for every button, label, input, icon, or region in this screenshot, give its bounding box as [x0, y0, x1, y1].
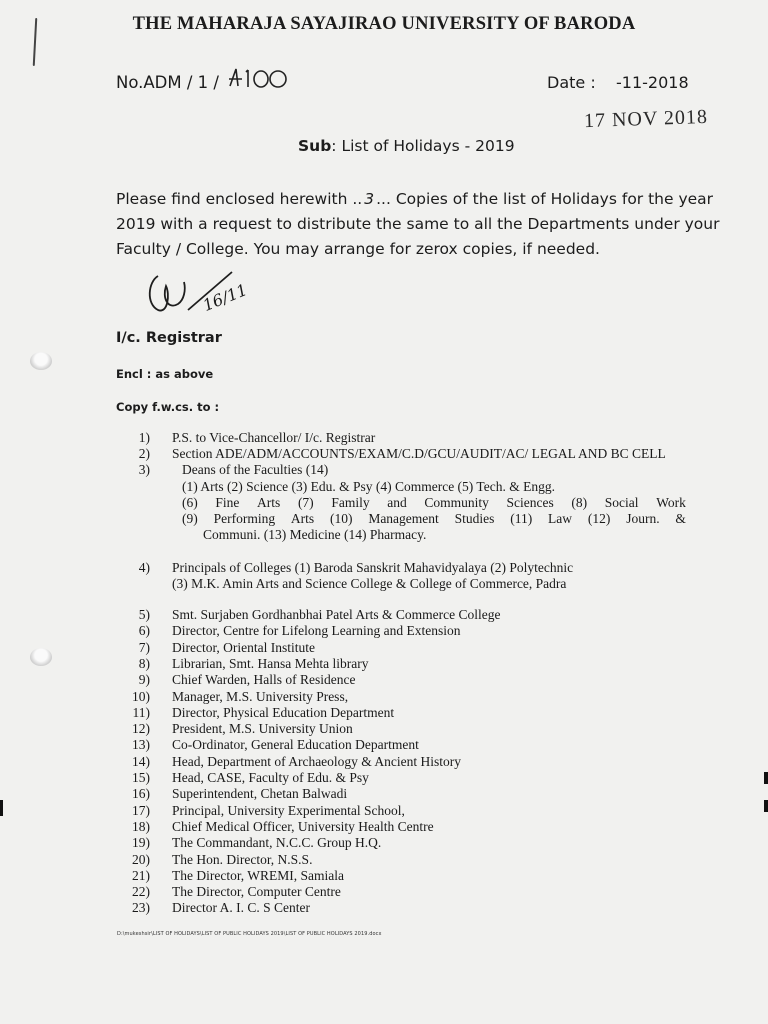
list-number: 22): [132, 884, 150, 899]
list-item-continued: (3) M.K. Amin Arts and Science College & College of Commerce, Padra: [172, 576, 567, 591]
list-number: 19): [132, 835, 150, 850]
list-item: The Hon. Director, N.S.S.: [172, 852, 313, 867]
list-item: The Commandant, N.C.C. Group H.Q.: [172, 835, 382, 850]
received-date-stamp: 17 NOV 2018: [583, 105, 709, 133]
list-number: 15): [132, 770, 150, 785]
subject-label: Sub: [298, 137, 332, 155]
body-line-1-end: ... Copies of the list of Holidays for the year: [376, 190, 714, 208]
word: (8): [571, 495, 588, 510]
word: (6): [182, 495, 198, 510]
scan-edge-mark-right-2: [764, 800, 768, 812]
body-line-1: [116, 187, 714, 212]
subject-text: : List of Holidays - 2019: [331, 137, 515, 155]
body-line-1-start: Please find enclosed herewith ..: [116, 190, 363, 208]
word: Fine: [215, 495, 240, 510]
list-item: Director, Centre for Lifelong Learning and Extension: [172, 623, 461, 638]
list-item: Director A. I. C. S Center: [172, 900, 310, 915]
deans-faculties-line: (1) Arts (2) Science (3) Edu. & Psy (4) Commerce (5) Tech. & Engg.: [182, 479, 555, 494]
list-item: Manager, M.S. University Press,: [172, 689, 349, 704]
word: Journ.: [626, 511, 660, 526]
list-number: 16): [132, 786, 150, 801]
reference-number-label: No.ADM / 1 /: [116, 73, 219, 92]
list-number: 7): [138, 640, 150, 655]
list-item: Principal, University Experimental School,: [172, 803, 405, 818]
list-number: 1): [138, 430, 150, 445]
list-number: 9): [138, 672, 150, 687]
list-item: Co-Ordinator, General Education Department: [172, 737, 419, 752]
subject-line: [298, 137, 515, 155]
word: Social: [604, 495, 639, 510]
list-item: Section ADE/ADM/ACCOUNTS/EXAM/C.D/GCU/AUDIT/AC/ LEGAL AND BC CELL: [172, 446, 666, 461]
file-path-footer: D:\mukeshsir\LIST OF HOLIDAYS\LIST OF PUBLIC HOLIDAYS 2019\LIST OF PUBLIC HOLIDAYS 2019.docx: [117, 931, 382, 937]
list-item: The Director, WREMI, Samiala: [172, 868, 345, 883]
list-item: Chief Medical Officer, University Health Centre: [172, 819, 434, 834]
word: Performing: [213, 511, 276, 526]
list-item: Deans of the Faculties (14): [182, 462, 329, 477]
list-number: 10): [132, 689, 150, 704]
list-number: 11): [132, 705, 150, 720]
enclosure-note: Encl : as above: [116, 367, 214, 381]
list-item: Librarian, Smt. Hansa Mehta library: [172, 656, 369, 671]
word: Community: [424, 495, 489, 510]
word: Sciences: [506, 495, 554, 510]
list-number: 8): [138, 656, 150, 671]
list-number: 5): [138, 607, 150, 622]
deans-faculties-line: [182, 511, 686, 527]
list-item: The Director, Computer Centre: [172, 884, 341, 899]
signature-initials: 16/11: [200, 280, 250, 315]
list-number: 21): [132, 868, 150, 883]
date-label: Date :: [547, 73, 596, 92]
word: (12): [587, 511, 611, 526]
copy-to-heading: Copy f.w.cs. to :: [116, 400, 220, 414]
deans-faculties-line: [182, 495, 686, 511]
body-paragraph: [116, 187, 720, 262]
word: Law: [548, 511, 573, 526]
scan-edge-mark-right: [764, 772, 768, 784]
list-item: Chief Warden, Halls of Residence: [172, 672, 356, 687]
word: Arts: [257, 495, 281, 510]
list-item: Principals of Colleges (1) Baroda Sanskrit Mahavidyalaya (2) Polytechnic: [172, 560, 574, 575]
body-line-2: 2019 with a request to distribute the same to all the Departments under your: [116, 215, 720, 233]
list-number: 20): [132, 852, 150, 867]
word: Studies: [454, 511, 495, 526]
scan-edge-mark: [0, 800, 3, 816]
punch-hole-top: [30, 352, 52, 370]
list-item: Head, Department of Archaeology & Ancient History: [172, 754, 462, 769]
word: &: [675, 511, 686, 526]
body-line-3: Faculty / College. You may arrange for zerox copies, if needed.: [116, 240, 600, 258]
handwritten-reference-number: [226, 66, 296, 98]
word: and: [387, 495, 407, 510]
list-number: 2): [138, 446, 150, 461]
word: Work: [656, 495, 686, 510]
punch-hole-bottom: [30, 648, 52, 666]
handwritten-copy-count: 3: [364, 190, 375, 208]
list-number: 14): [132, 754, 150, 769]
list-item: Smt. Surjaben Gordhanbhai Patel Arts & Commerce College: [172, 607, 501, 622]
list-item: Superintendent, Chetan Balwadi: [172, 786, 348, 801]
list-number: 13): [132, 737, 150, 752]
deans-faculties-line: Communi. (13) Medicine (14) Pharmacy.: [203, 527, 427, 542]
word: Family: [331, 495, 370, 510]
date-value: -11-2018: [616, 73, 689, 92]
handwritten-reference-drawing: [226, 66, 296, 92]
word: Management: [368, 511, 439, 526]
list-item: Director, Oriental Institute: [172, 640, 316, 655]
signatory-title: I/c. Registrar: [116, 330, 222, 346]
list-item: Head, CASE, Faculty of Edu. & Psy: [172, 770, 369, 785]
list-number: 23): [132, 900, 150, 915]
word: (9): [182, 511, 198, 526]
list-item: President, M.S. University Union: [172, 721, 353, 736]
list-number: 17): [132, 803, 150, 818]
list-number: 18): [132, 819, 150, 834]
list-number: 4): [138, 560, 150, 575]
word: (10): [329, 511, 353, 526]
list-item: P.S. to Vice-Chancellor/ I/c. Registrar: [172, 430, 376, 445]
list-item: Director, Physical Education Department: [172, 705, 395, 720]
word: (7): [297, 495, 314, 510]
word: (11): [510, 511, 533, 526]
word: Arts: [290, 511, 315, 526]
list-number: 3): [138, 462, 150, 477]
university-title: THE MAHARAJA SAYAJIRAO UNIVERSITY OF BARODA: [132, 14, 636, 34]
list-number: 6): [138, 623, 150, 638]
list-number: 12): [132, 721, 150, 736]
